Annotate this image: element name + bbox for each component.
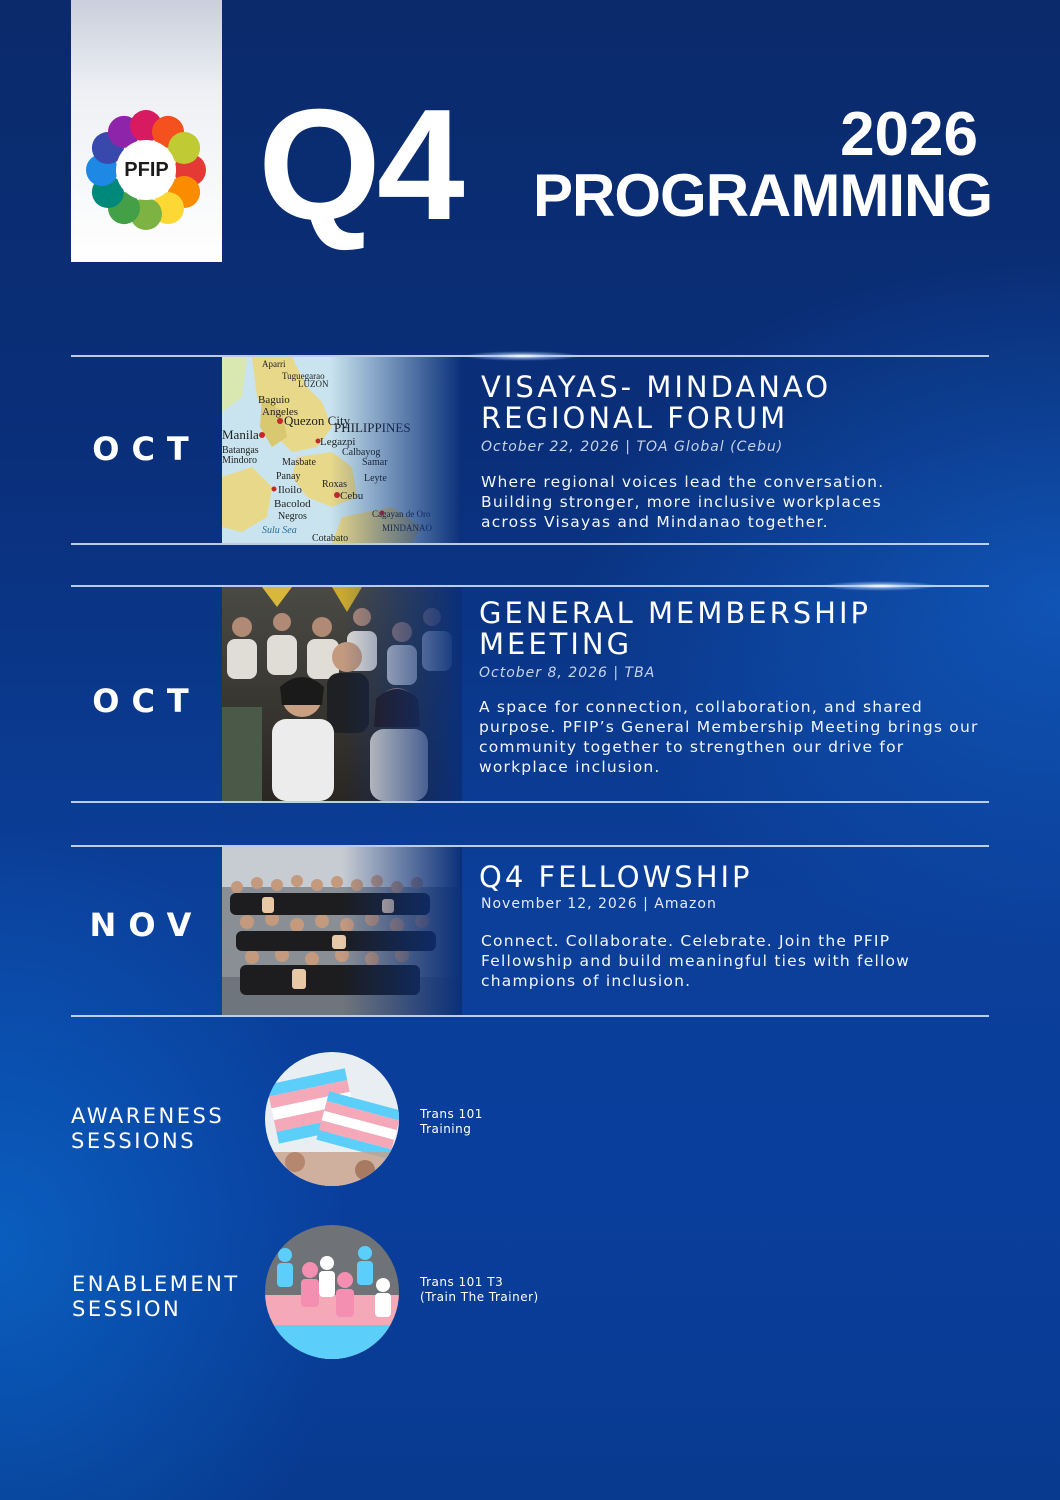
event-date: October 8, 2026 | TBA <box>479 665 656 681</box>
event-date: October 22, 2026 | TOA Global (Cebu) <box>481 439 784 455</box>
session-label-line: SESSIONS <box>71 1129 197 1153</box>
enablement-session-label <box>72 1272 240 1322</box>
description-line: community together to strengthen our drive for <box>479 738 905 756</box>
description-line: workplace inclusion. <box>479 758 661 776</box>
event-title <box>479 862 753 893</box>
event-title-line: GENERAL MEMBERSHIP <box>479 596 871 630</box>
event-title-line: VISAYAS- MINDANAO <box>481 370 832 404</box>
light-flare <box>820 581 940 591</box>
description-line: A space for connection, collaboration, and shared <box>479 698 923 716</box>
divider <box>71 543 989 545</box>
divider <box>71 1015 989 1017</box>
event-title-line: REGIONAL FORUM <box>481 401 789 435</box>
event-month: OCT <box>92 682 201 720</box>
session-text-line: Trans 101 T3 <box>420 1275 504 1289</box>
session-text <box>420 1107 483 1137</box>
session-text-line: (Train The Trainer) <box>420 1290 539 1304</box>
session-text-line: Training <box>420 1122 472 1136</box>
event-title <box>481 372 831 434</box>
event-title <box>479 598 871 660</box>
session-label-line: SESSION <box>72 1297 182 1321</box>
light-flare <box>462 351 582 361</box>
logo-panel <box>71 0 222 262</box>
description-line: Building stronger, more inclusive workplaces <box>481 493 882 511</box>
session-text <box>420 1275 539 1305</box>
session-text-line: Trans 101 <box>420 1107 483 1121</box>
divider <box>71 845 989 847</box>
trans-flags-photo <box>265 1052 399 1186</box>
paper-figures-photo <box>265 1225 399 1359</box>
event-description <box>481 472 884 532</box>
event-title-line: MEETING <box>479 627 633 661</box>
programming-title: PROGRAMMING <box>533 162 992 229</box>
year-title: 2026 <box>840 100 978 169</box>
description-line: Connect. Collaborate. Celebrate. Join the PFIP <box>481 932 891 950</box>
logo-text: PFIP <box>124 159 169 181</box>
event-description <box>481 931 910 991</box>
event-description <box>479 697 979 777</box>
description-line: Where regional voices lead the conversation. <box>481 473 885 491</box>
description-line: champions of inclusion. <box>481 972 692 990</box>
quarter-title: Q4 <box>258 77 461 253</box>
description-line: across Visayas and Mindanao together. <box>481 513 829 531</box>
description-line: Fellowship and build meaningful ties with fellow <box>481 952 911 970</box>
fellowship-photo <box>222 847 462 1015</box>
meeting-photo <box>222 587 462 801</box>
awareness-sessions-label <box>71 1104 224 1154</box>
map-photo <box>222 357 462 543</box>
event-date: November 12, 2026 | Amazon <box>481 896 717 912</box>
event-month: OCT <box>92 430 201 468</box>
divider <box>71 801 989 803</box>
event-month: NOV <box>89 906 204 944</box>
description-line: purpose. PFIP’s General Membership Meeting brings our <box>479 718 979 736</box>
event-title-line: Q4 FELLOWSHIP <box>479 860 753 894</box>
session-label-line: AWARENESS <box>71 1104 225 1128</box>
session-label-line: ENABLEMENT <box>72 1272 240 1296</box>
